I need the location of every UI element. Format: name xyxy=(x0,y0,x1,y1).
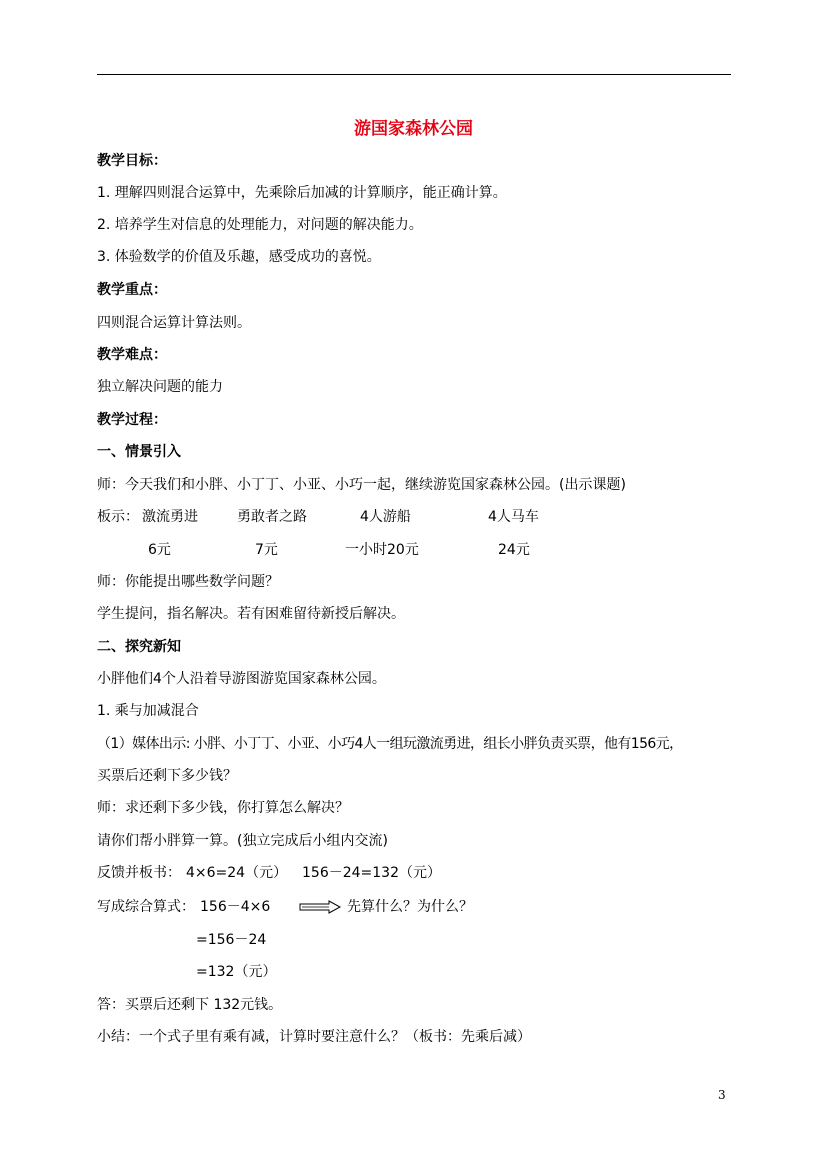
answer-line: 答：买票后还剩下 132元钱。 xyxy=(97,997,283,1013)
student-question: 学生提问，指名解决。若有困难留待新授后解决。 xyxy=(97,606,405,622)
goal-3: 3. 体验数学的价值及乐趣，感受成功的喜悦。 xyxy=(97,249,381,265)
combined-note: 先算什么？为什么？ xyxy=(347,899,473,915)
summary-line: 小结：一个式子里有乘有减，计算时要注意什么？（板书：先乘后减） xyxy=(97,1029,531,1045)
media-line-1: （1）媒体出示: 小胖、小丁丁、小亚、小巧4人一组玩激流勇进，组长小胖负责买票，他有156元， xyxy=(97,736,683,752)
board-item: 4人马车 xyxy=(488,509,539,525)
arrow-right-icon xyxy=(299,900,341,914)
combined-equation: 156－4×6 xyxy=(200,899,271,915)
board-label: 板示： xyxy=(97,509,139,525)
teacher-ask: 师：求还剩下多少钱，你打算怎么解决？ xyxy=(97,800,349,816)
goal-2: 2. 培养学生对信息的处理能力，对问题的解决能力。 xyxy=(97,217,423,233)
board-price: 7元 xyxy=(255,542,278,558)
difficulty-text: 独立解决问题的能力 xyxy=(97,379,223,395)
key-text: 四则混合运算计算法则。 xyxy=(97,315,251,331)
board-price: 24元 xyxy=(498,542,530,558)
teacher-question: 师：你能提出哪些数学问题？ xyxy=(97,574,279,590)
goals-heading: 教学目标： xyxy=(97,153,167,169)
calc-step-3: =132（元） xyxy=(196,964,277,980)
feedback-eq-1: 4×6=24（元） xyxy=(186,865,288,881)
calc-step-2: =156－24 xyxy=(196,932,267,948)
difficulty-heading: 教学难点： xyxy=(97,347,167,363)
combined-label: 写成综合算式： xyxy=(97,899,195,915)
intro-2: 小胖他们4个人沿着导游图游览国家森林公园。 xyxy=(97,671,386,687)
please-line: 请你们帮小胖算一算。(独立完成后小组内交流) xyxy=(97,833,388,849)
part1-heading: 一、情景引入 xyxy=(97,444,181,460)
header-rule xyxy=(97,74,731,75)
page-title: 游国家森林公园 xyxy=(354,119,473,139)
board-item: 4人游船 xyxy=(360,509,411,525)
part2-heading: 二、探究新知 xyxy=(97,639,181,655)
process-heading: 教学过程： xyxy=(97,412,167,428)
feedback-eq-2: 156－24=132（元） xyxy=(302,865,441,881)
teacher-intro: 师：今天我们和小胖、小丁丁、小亚、小巧一起，继续游览国家森林公园。(出示课题) xyxy=(97,477,626,493)
media-line-2: 买票后还剩下多少钱？ xyxy=(97,768,237,784)
board-price: 6元 xyxy=(148,542,171,558)
key-heading: 教学重点： xyxy=(97,282,167,298)
board-item: 勇敢者之路 xyxy=(237,509,307,525)
goal-1: 1. 理解四则混合运算中，先乘除后加减的计算顺序，能正确计算。 xyxy=(97,185,507,201)
feedback-label: 反馈并板书： xyxy=(97,865,181,881)
page-number: 3 xyxy=(718,1088,726,1102)
board-price: 一小时20元 xyxy=(345,542,419,558)
board-item: 激流勇进 xyxy=(142,509,198,525)
sub-heading-1: 1. 乘与加减混合 xyxy=(97,703,199,719)
